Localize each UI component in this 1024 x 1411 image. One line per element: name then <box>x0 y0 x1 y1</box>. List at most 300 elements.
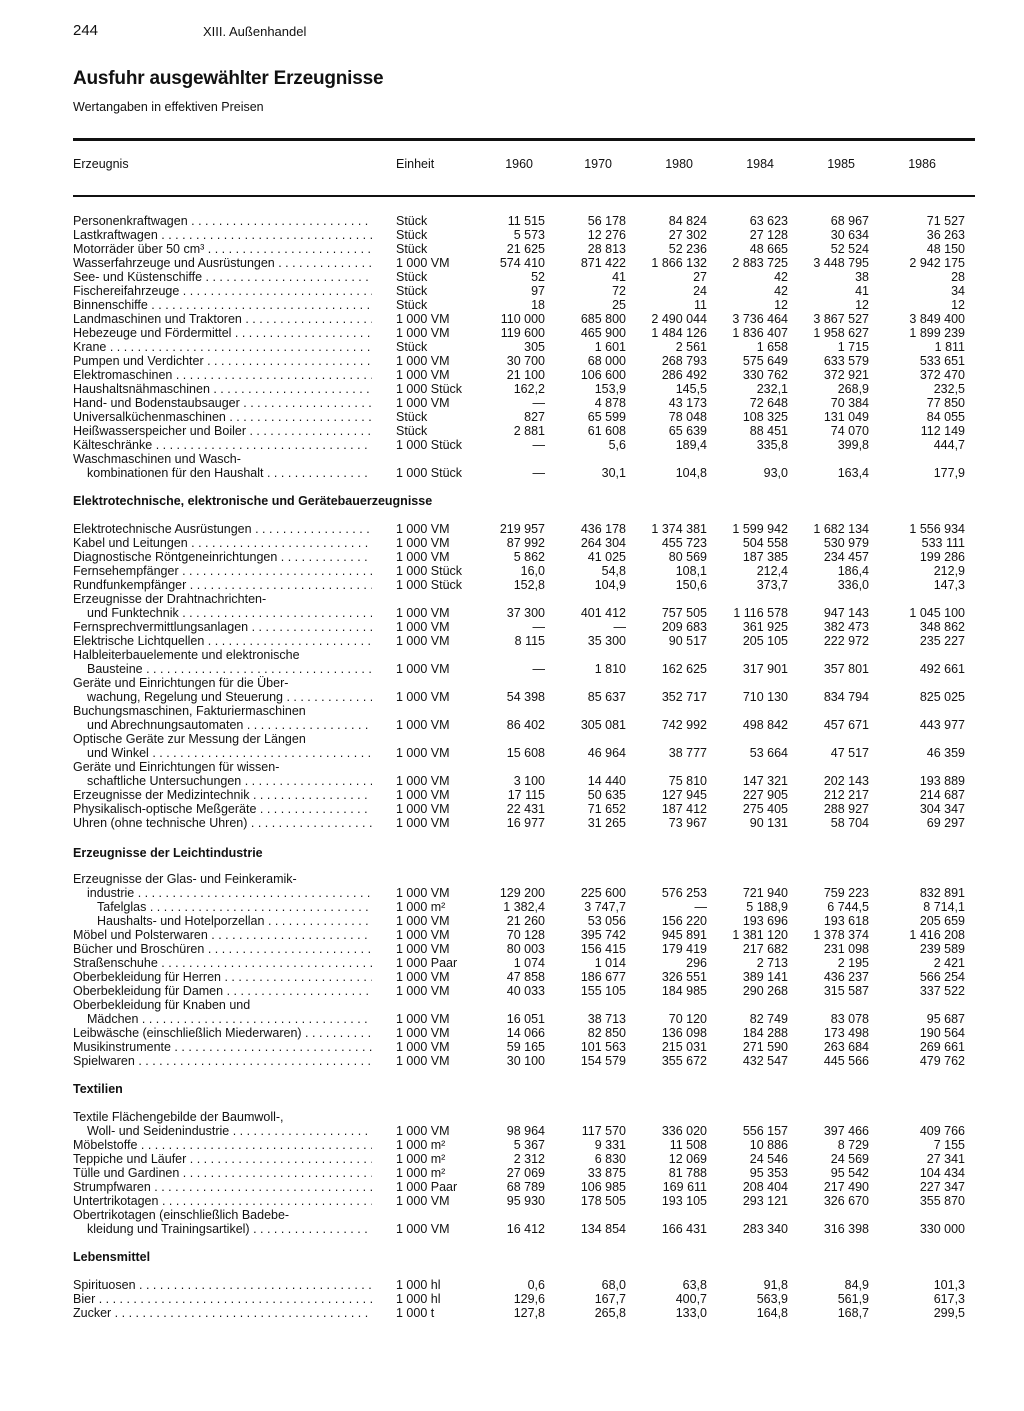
value-cell-1986: 444,7 <box>933 438 965 452</box>
value-cell-1960: 11 515 <box>507 214 545 228</box>
value-cell-1984: 271 590 <box>742 1040 788 1054</box>
unit-cell: Stück <box>396 242 428 256</box>
value-cell-1980: 2 490 044 <box>651 312 707 326</box>
unit-cell: 1 000 VM <box>396 396 450 410</box>
value-cell-1960: 18 <box>531 298 545 312</box>
table-row <box>0 620 1024 634</box>
value-cell-1960: — <box>532 466 545 480</box>
product-name: Optische Geräte zur Messung der Längen <box>73 732 306 746</box>
value-cell-1984: 53 664 <box>749 746 788 760</box>
value-cell-1960: 98 964 <box>506 1124 545 1138</box>
value-cell-1985: 202 143 <box>823 774 869 788</box>
value-cell-1960: 5 862 <box>513 550 545 564</box>
table-row <box>0 662 1024 676</box>
value-cell-1985: 530 979 <box>823 536 869 550</box>
table-row <box>0 312 1024 326</box>
value-cell-1970: 68,0 <box>601 1278 626 1292</box>
value-cell-1985: 3 867 527 <box>813 312 869 326</box>
value-cell-1960: 127,8 <box>513 1306 545 1320</box>
value-cell-1980: 63,8 <box>682 1278 707 1292</box>
value-cell-1986: 69 297 <box>926 816 965 830</box>
value-cell-1970: 38 713 <box>587 1012 626 1026</box>
unit-cell: 1 000 VM <box>396 1124 450 1138</box>
value-cell-1984: 82 749 <box>749 1012 788 1026</box>
unit-cell: 1 000 VM <box>396 1054 450 1068</box>
value-cell-1985: 231 098 <box>823 942 869 956</box>
value-cell-1984: 335,8 <box>756 438 788 452</box>
unit-cell: 1 000 VM <box>396 1012 450 1026</box>
value-cell-1986: 101,3 <box>933 1278 965 1292</box>
value-cell-1980: 150,6 <box>675 578 707 592</box>
product-name: Zucker . . . <box>73 1306 372 1320</box>
table-row <box>0 984 1024 998</box>
value-cell-1980: 187 412 <box>661 802 707 816</box>
value-cell-1970: 82 850 <box>587 1026 626 1040</box>
value-cell-1985: 173 498 <box>823 1026 869 1040</box>
value-cell-1980: 11 508 <box>669 1138 707 1152</box>
value-cell-1960: 2 312 <box>513 1152 545 1166</box>
value-cell-1985: 1 682 134 <box>813 522 869 536</box>
unit-cell: 1 000 hl <box>396 1292 441 1306</box>
unit-cell: 1 000 VM <box>396 942 450 956</box>
value-cell-1984: 373,7 <box>756 578 788 592</box>
value-cell-1980: 209 683 <box>661 620 707 634</box>
value-cell-1986: 533 111 <box>921 536 965 550</box>
value-cell-1970: — <box>613 620 626 634</box>
value-cell-1980: 193 105 <box>661 1194 707 1208</box>
unit-cell: 1 000 Stück <box>396 578 463 592</box>
value-cell-1980: 133,0 <box>675 1306 707 1320</box>
value-cell-1980: 455 723 <box>661 536 707 550</box>
value-cell-1984: 432 547 <box>742 1054 788 1068</box>
value-cell-1960: 47 858 <box>506 970 545 984</box>
value-cell-1986: 1 045 100 <box>909 606 965 620</box>
table-row <box>0 718 1024 732</box>
value-cell-1985: 288 927 <box>823 802 869 816</box>
value-cell-1980: 136 098 <box>661 1026 707 1040</box>
value-cell-1986: 34 <box>951 284 965 298</box>
column-header-unit: Einheit <box>396 157 435 171</box>
value-cell-1970: 186 677 <box>580 970 626 984</box>
value-cell-1984: 42 <box>774 270 788 284</box>
value-cell-1985: 315 587 <box>823 984 869 998</box>
value-cell-1986: 566 254 <box>919 970 965 984</box>
product-name: Lastkraftwagen . . . <box>73 228 372 242</box>
value-cell-1980: 104,8 <box>675 466 707 480</box>
value-cell-1960: 27 069 <box>506 1166 545 1180</box>
table-row <box>0 928 1024 942</box>
unit-cell: 1 000 VM <box>396 620 450 634</box>
product-name: kleidung und Trainingsartikel) . . . <box>87 1222 372 1236</box>
value-cell-1985: 52 524 <box>830 242 869 256</box>
value-cell-1986: 1 556 934 <box>909 522 965 536</box>
value-cell-1960: 21 260 <box>506 914 545 928</box>
product-name: Hebezeuge und Fördermittel . . . <box>73 326 372 340</box>
value-cell-1970: 436 178 <box>580 522 626 536</box>
value-cell-1985: 947 143 <box>823 606 869 620</box>
value-cell-1980: 757 505 <box>661 606 707 620</box>
chapter-heading: XIII. Außenhandel <box>203 24 307 39</box>
product-name: Fernsehempfänger . . . <box>73 564 372 578</box>
value-cell-1985: 168,7 <box>837 1306 869 1320</box>
value-cell-1960: 70 128 <box>506 928 545 942</box>
value-cell-1960: 14 066 <box>506 1026 545 1040</box>
value-cell-1986: 112 149 <box>920 424 965 438</box>
value-cell-1984: 2 883 725 <box>732 256 788 270</box>
product-name: Diagnostische Röntgeneinrichtungen . . . <box>73 550 372 564</box>
value-cell-1960: 129,6 <box>513 1292 545 1306</box>
value-cell-1970: 6 830 <box>594 1152 626 1166</box>
value-cell-1960: 162,2 <box>513 382 545 396</box>
value-cell-1985: 834 794 <box>823 690 869 704</box>
value-cell-1980: 2 561 <box>675 340 707 354</box>
product-name: Universalküchenmaschinen . . . <box>73 410 372 424</box>
unit-cell: 1 000 VM <box>396 886 450 900</box>
value-cell-1980: 169 611 <box>662 1180 707 1194</box>
value-cell-1986: 235 227 <box>919 634 965 648</box>
value-cell-1960: 17 115 <box>507 788 545 802</box>
value-cell-1985: 186,4 <box>837 564 869 578</box>
value-cell-1984: 193 696 <box>742 914 788 928</box>
value-cell-1960: — <box>532 662 545 676</box>
value-cell-1980: 1 374 381 <box>651 522 707 536</box>
value-cell-1986: 199 286 <box>919 550 965 564</box>
value-cell-1970: 395 742 <box>580 928 626 942</box>
value-cell-1960: 22 431 <box>506 802 545 816</box>
value-cell-1985: 372 921 <box>823 368 869 382</box>
value-cell-1980: 27 <box>693 270 707 284</box>
value-cell-1984: 164,8 <box>756 1306 788 1320</box>
value-cell-1985: 397 466 <box>823 1124 869 1138</box>
value-cell-1984: 205 105 <box>742 634 788 648</box>
product-name: See- und Küstenschiffe . . . <box>73 270 372 284</box>
value-cell-1970: 41 025 <box>587 550 626 564</box>
product-name: Landmaschinen und Traktoren . . . <box>73 312 372 326</box>
value-cell-1984: 27 128 <box>749 228 788 242</box>
value-cell-1986: 212,9 <box>933 564 965 578</box>
value-cell-1984: 232,1 <box>756 382 788 396</box>
value-cell-1985: 3 448 795 <box>813 256 869 270</box>
table-row <box>0 522 1024 536</box>
product-name: Physikalisch-optische Meßgeräte . . . <box>73 802 372 816</box>
unit-cell: 1 000 VM <box>396 788 450 802</box>
product-name: Fernsprechvermittlungsanlagen . . . <box>73 620 372 634</box>
value-cell-1970: 465 900 <box>580 326 626 340</box>
value-cell-1970: 106 600 <box>580 368 626 382</box>
product-name: Hand- und Bodenstaubsauger . . . <box>73 396 372 410</box>
value-cell-1960: 574 410 <box>499 256 545 270</box>
value-cell-1970: 9 331 <box>594 1138 626 1152</box>
product-name: Uhren (ohne technische Uhren) . . . <box>73 816 372 830</box>
value-cell-1985: 217 490 <box>823 1180 869 1194</box>
value-cell-1985: 326 670 <box>823 1194 869 1208</box>
value-cell-1986: 355 870 <box>919 1194 965 1208</box>
value-cell-1986: 304 347 <box>919 802 965 816</box>
value-cell-1960: 59 165 <box>506 1040 545 1054</box>
value-cell-1960: 16 412 <box>506 1222 545 1236</box>
value-cell-1970: 101 563 <box>580 1040 626 1054</box>
table-row <box>0 1138 1024 1152</box>
product-name: Mädchen . . . <box>87 1012 372 1026</box>
table-row <box>0 578 1024 592</box>
value-cell-1960: 2 881 <box>513 424 545 438</box>
value-cell-1970: 871 422 <box>580 256 626 270</box>
value-cell-1985: 70 384 <box>830 396 869 410</box>
value-cell-1970: 28 813 <box>587 242 626 256</box>
unit-cell: 1 000 VM <box>396 662 450 676</box>
table-row <box>0 1040 1024 1054</box>
section-title: Elektrotechnische, elektronische und Gerätebauerzeugnisse <box>73 494 433 508</box>
value-cell-1960: 152,8 <box>513 578 545 592</box>
product-name: Möbel und Polsterwaren . . . <box>73 928 372 942</box>
value-cell-1980: 65 639 <box>668 424 707 438</box>
value-cell-1980: 268 793 <box>661 354 707 368</box>
value-cell-1984: 498 842 <box>742 718 788 732</box>
product-name: Elektrotechnische Ausrüstungen . . . <box>73 522 372 536</box>
value-cell-1980: 326 551 <box>661 970 707 984</box>
value-cell-1970: 14 440 <box>587 774 626 788</box>
value-cell-1980: 352 717 <box>661 690 707 704</box>
value-cell-1960: 119 600 <box>500 326 545 340</box>
value-cell-1986: 7 155 <box>933 1138 965 1152</box>
value-cell-1984: 12 <box>774 298 788 312</box>
table-row <box>0 788 1024 802</box>
value-cell-1986: 48 150 <box>926 242 965 256</box>
product-name: Waschmaschinen und Wasch- <box>73 452 241 466</box>
unit-cell: 1 000 VM <box>396 1222 450 1236</box>
product-name: Kälteschränke . . . <box>73 438 372 452</box>
table-row <box>0 242 1024 256</box>
value-cell-1986: 832 891 <box>919 886 965 900</box>
value-cell-1980: 27 302 <box>668 228 707 242</box>
value-cell-1986: 8 714,1 <box>923 900 965 914</box>
product-name: Buchungsmaschinen, Fakturiermaschinen <box>73 704 306 718</box>
value-cell-1984: 48 665 <box>749 242 788 256</box>
value-cell-1970: 167,7 <box>594 1292 626 1306</box>
value-cell-1970: 685 800 <box>580 312 626 326</box>
value-cell-1980: 336 020 <box>661 1124 707 1138</box>
value-cell-1984: 10 886 <box>749 1138 788 1152</box>
table-row <box>0 942 1024 956</box>
value-cell-1986: 269 661 <box>919 1040 965 1054</box>
product-name: Personenkraftwagen . . . <box>73 214 372 228</box>
column-header-1984: 1984 <box>746 157 774 171</box>
product-name: Haushaltsnähmaschinen . . . <box>73 382 372 396</box>
value-cell-1970: 1 810 <box>594 662 626 676</box>
unit-cell: 1 000 Stück <box>396 382 463 396</box>
value-cell-1980: 80 569 <box>668 550 707 564</box>
value-cell-1960: 16 977 <box>506 816 545 830</box>
value-cell-1984: 283 340 <box>742 1222 788 1236</box>
value-cell-1960: 40 033 <box>506 984 545 998</box>
value-cell-1985: 222 972 <box>823 634 869 648</box>
value-cell-1984: 24 546 <box>749 1152 788 1166</box>
unit-cell: 1 000 hl <box>396 1278 441 1292</box>
value-cell-1970: 30,1 <box>601 466 626 480</box>
value-cell-1970: 305 081 <box>580 718 626 732</box>
product-name: Musikinstrumente . . . <box>73 1040 372 1054</box>
value-cell-1986: 27 341 <box>926 1152 965 1166</box>
value-cell-1985: 336,0 <box>837 578 869 592</box>
value-cell-1960: 3 100 <box>513 774 545 788</box>
table-row <box>0 466 1024 480</box>
table-row <box>0 886 1024 900</box>
value-cell-1984: 5 188,9 <box>746 900 788 914</box>
value-cell-1960: 54 398 <box>506 690 545 704</box>
value-cell-1960: 97 <box>531 284 545 298</box>
value-cell-1980: 742 992 <box>661 718 707 732</box>
value-cell-1986: 77 850 <box>926 396 965 410</box>
value-cell-1980: 400,7 <box>675 1292 707 1306</box>
column-header-1986: 1986 <box>908 157 936 171</box>
table-row <box>0 648 1024 662</box>
column-header-product: Erzeugnis <box>73 157 129 171</box>
value-cell-1980: 1 484 126 <box>651 326 707 340</box>
table-row <box>0 550 1024 564</box>
unit-cell: 1 000 VM <box>396 550 450 564</box>
table-row <box>0 1180 1024 1194</box>
product-name: Tülle und Gardinen . . . <box>73 1166 372 1180</box>
value-cell-1985: 268,9 <box>837 382 869 396</box>
value-cell-1986: 177,9 <box>933 466 965 480</box>
table-row <box>0 774 1024 788</box>
value-cell-1986: 46 359 <box>926 746 965 760</box>
value-cell-1984: 212,4 <box>756 564 788 578</box>
product-name: Heißwasserspeicher und Boiler . . . <box>73 424 372 438</box>
unit-cell: 1 000 VM <box>396 914 450 928</box>
product-name: Oberbekleidung für Herren . . . <box>73 970 372 984</box>
value-cell-1985: 12 <box>855 298 869 312</box>
value-cell-1970: 72 <box>612 284 626 298</box>
value-cell-1986: 337 522 <box>919 984 965 998</box>
value-cell-1984: 389 141 <box>742 970 788 984</box>
value-cell-1986: 409 766 <box>919 1124 965 1138</box>
table-row <box>0 690 1024 704</box>
value-cell-1986: 71 527 <box>926 214 965 228</box>
value-cell-1960: 30 100 <box>506 1054 545 1068</box>
value-cell-1980: 145,5 <box>675 382 707 396</box>
value-cell-1984: 293 121 <box>742 1194 788 1208</box>
unit-cell: 1 000 VM <box>396 522 450 536</box>
value-cell-1985: 2 195 <box>837 956 869 970</box>
unit-cell: Stück <box>396 298 428 312</box>
value-cell-1980: 576 253 <box>661 886 707 900</box>
value-cell-1960: 16 051 <box>506 1012 545 1026</box>
product-name: Spirituosen . . . <box>73 1278 372 1292</box>
table-row <box>0 270 1024 284</box>
value-cell-1986: 479 762 <box>919 1054 965 1068</box>
value-cell-1980: — <box>694 900 707 914</box>
page-subtitle: Wertangaben in effektiven Preisen <box>73 100 264 114</box>
value-cell-1970: 33 875 <box>587 1166 626 1180</box>
table-row <box>0 1292 1024 1306</box>
product-name: Erzeugnisse der Glas- und Feinkeramik- <box>73 872 297 886</box>
value-cell-1986: 533 651 <box>919 354 965 368</box>
unit-cell: 1 000 VM <box>396 312 450 326</box>
unit-cell: Stück <box>396 284 428 298</box>
unit-cell: 1 000 VM <box>396 634 450 648</box>
column-header-1980: 1980 <box>665 157 693 171</box>
value-cell-1970: 154 579 <box>580 1054 626 1068</box>
table-row <box>0 1054 1024 1068</box>
value-cell-1980: 43 173 <box>668 396 707 410</box>
value-cell-1986: 95 687 <box>926 1012 965 1026</box>
value-cell-1984: 147 321 <box>742 774 788 788</box>
value-cell-1980: 215 031 <box>661 1040 707 1054</box>
product-name: Tafelglas . . . <box>97 900 372 914</box>
table-row <box>0 1166 1024 1180</box>
product-name: kombinationen für den Haushalt . . . <box>87 466 372 480</box>
table-row <box>0 1278 1024 1292</box>
value-cell-1980: 75 810 <box>668 774 707 788</box>
value-cell-1985: 561,9 <box>837 1292 869 1306</box>
table-row <box>0 746 1024 760</box>
table-row <box>0 1026 1024 1040</box>
product-name: und Funktechnik . . . <box>87 606 372 620</box>
value-cell-1984: 91,8 <box>763 1278 788 1292</box>
value-cell-1984: 275 405 <box>742 802 788 816</box>
unit-cell: Stück <box>396 270 428 284</box>
value-cell-1984: 504 558 <box>742 536 788 550</box>
column-header-1960: 1960 <box>505 157 533 171</box>
value-cell-1960: 21 100 <box>506 368 545 382</box>
table-row <box>0 368 1024 382</box>
value-cell-1960: 15 608 <box>506 746 545 760</box>
value-cell-1970: 155 105 <box>580 984 626 998</box>
value-cell-1984: 1 116 578 <box>733 606 788 620</box>
value-cell-1985: 131 049 <box>823 410 869 424</box>
unit-cell: 1 000 VM <box>396 970 450 984</box>
table-row <box>0 396 1024 410</box>
table-row <box>0 536 1024 550</box>
unit-cell: 1 000 VM <box>396 690 450 704</box>
product-name: Straßenschuhe . . . <box>73 956 372 970</box>
value-cell-1960: 5 367 <box>513 1138 545 1152</box>
value-cell-1985: 58 704 <box>830 816 869 830</box>
value-cell-1980: 90 517 <box>668 634 707 648</box>
value-cell-1960: 129 200 <box>499 886 545 900</box>
value-cell-1970: 1 601 <box>594 340 626 354</box>
unit-cell: 1 000 VM <box>396 928 450 942</box>
unit-cell: 1 000 VM <box>396 354 450 368</box>
unit-cell: 1 000 Stück <box>396 466 463 480</box>
table-row <box>0 732 1024 746</box>
value-cell-1984: 563,9 <box>756 1292 788 1306</box>
value-cell-1970: 117 570 <box>581 1124 626 1138</box>
value-cell-1960: — <box>532 396 545 410</box>
value-cell-1986: 12 <box>951 298 965 312</box>
unit-cell: 1 000 Stück <box>396 564 463 578</box>
value-cell-1985: 382 473 <box>823 620 869 634</box>
unit-cell: 1 000 VM <box>396 816 450 830</box>
value-cell-1980: 286 492 <box>661 368 707 382</box>
product-name: Motorräder über 50 cm³ . . . <box>73 242 372 256</box>
value-cell-1980: 355 672 <box>661 1054 707 1068</box>
value-cell-1986: 190 564 <box>919 1026 965 1040</box>
value-cell-1985: 95 542 <box>830 1166 869 1180</box>
section-heading <box>0 1250 1024 1264</box>
unit-cell: 1 000 m² <box>396 900 446 914</box>
section-heading <box>0 1082 1024 1096</box>
product-name: Binnenschiffe . . . <box>73 298 372 312</box>
value-cell-1984: 187 385 <box>742 550 788 564</box>
value-cell-1960: 16,0 <box>520 564 545 578</box>
table-row <box>0 760 1024 774</box>
value-cell-1960: 52 <box>531 270 545 284</box>
value-cell-1970: 61 608 <box>587 424 626 438</box>
value-cell-1986: 443 977 <box>919 718 965 732</box>
section-title: Erzeugnisse der Leichtindustrie <box>73 846 263 860</box>
